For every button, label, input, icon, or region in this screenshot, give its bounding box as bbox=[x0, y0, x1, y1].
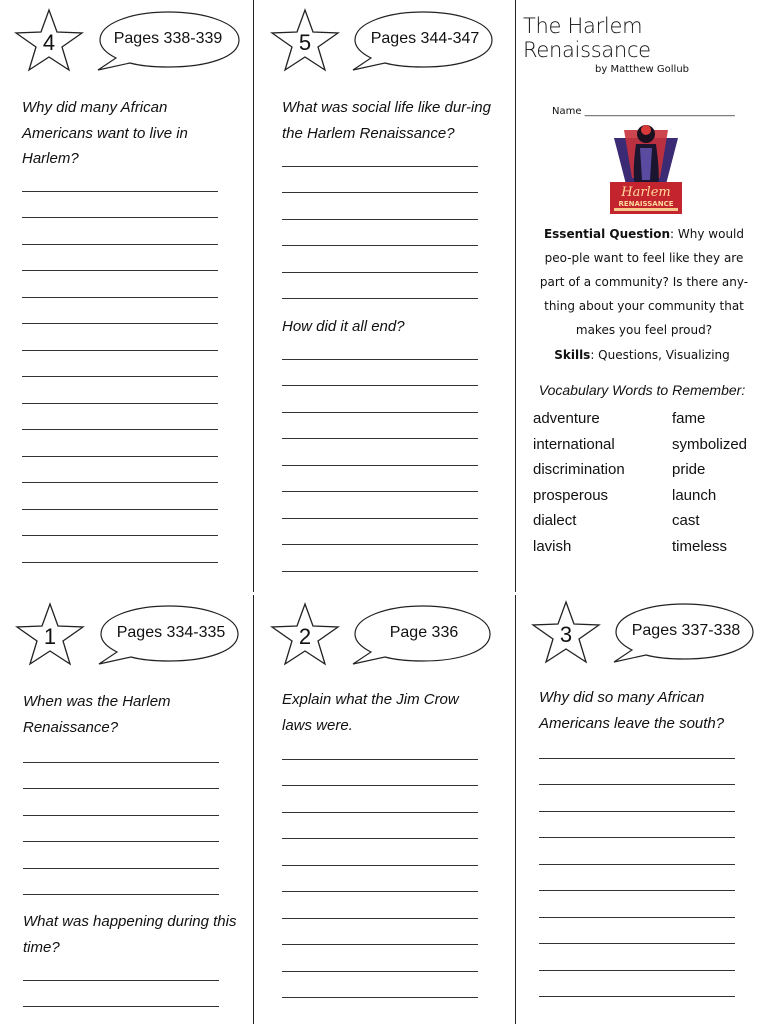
name-blank: ______________________________ bbox=[584, 106, 735, 117]
book-title: The Harlem Renaissance bbox=[523, 14, 651, 62]
answer-lines bbox=[23, 736, 219, 895]
answer-line bbox=[23, 869, 219, 896]
page-range-bubble bbox=[94, 10, 242, 74]
answer-line bbox=[539, 891, 735, 918]
answer-line bbox=[539, 918, 735, 945]
section-number: 5 bbox=[298, 30, 312, 55]
answer-line bbox=[282, 167, 478, 194]
vocab-list bbox=[533, 410, 762, 555]
answer-line bbox=[539, 732, 735, 759]
answer-line bbox=[282, 220, 478, 247]
answer-line bbox=[282, 760, 478, 787]
answer-lines bbox=[22, 165, 218, 563]
star-icon bbox=[270, 8, 340, 72]
answer-line bbox=[539, 785, 735, 812]
answer-line bbox=[22, 324, 218, 351]
answer-line bbox=[282, 813, 478, 840]
answer-line bbox=[539, 944, 735, 971]
vocab-word: launch bbox=[672, 486, 717, 504]
star-icon bbox=[270, 602, 340, 666]
question-text: How did it all end? bbox=[282, 318, 405, 335]
answer-line bbox=[282, 519, 478, 546]
answer-line bbox=[282, 919, 478, 946]
answer-lines bbox=[282, 333, 478, 572]
page-range-label: Pages 344-347 bbox=[370, 30, 480, 47]
answer-line bbox=[539, 812, 735, 839]
answer-line bbox=[22, 377, 218, 404]
name-label: Name bbox=[552, 106, 582, 117]
page-range-bubble bbox=[349, 10, 495, 74]
page-range-label: Pages 337-338 bbox=[631, 622, 741, 639]
answer-line bbox=[282, 866, 478, 893]
answer-line bbox=[22, 457, 218, 484]
star-icon bbox=[15, 602, 85, 666]
answer-line bbox=[282, 246, 478, 273]
answer-line bbox=[23, 816, 219, 843]
answer-line bbox=[22, 298, 218, 325]
answer-line bbox=[23, 763, 219, 790]
answer-line bbox=[282, 545, 478, 572]
answer-line bbox=[282, 273, 478, 300]
page-range-bubble bbox=[610, 602, 756, 666]
answer-line bbox=[539, 838, 735, 865]
star-icon bbox=[14, 8, 84, 72]
answer-line bbox=[539, 865, 735, 892]
answer-line bbox=[282, 945, 478, 972]
answer-line bbox=[282, 733, 478, 760]
answer-line bbox=[22, 510, 218, 537]
page-range-bubble bbox=[349, 604, 493, 668]
author-line: by Matthew Gollub bbox=[595, 64, 689, 75]
question-text: What was happening during this time? bbox=[23, 913, 237, 956]
section-3-panel bbox=[516, 596, 768, 1024]
section-5-panel bbox=[254, 0, 515, 592]
answer-line bbox=[22, 483, 218, 510]
answer-line bbox=[22, 218, 218, 245]
vocab-word: adventure bbox=[533, 410, 600, 427]
skills-text: : Questions, Visualizing bbox=[590, 348, 730, 362]
cover-panel bbox=[516, 0, 768, 592]
book-logo-subword: RENAISSANCE bbox=[618, 200, 674, 208]
vocab-word: lavish bbox=[533, 537, 572, 555]
vocab-word: discrimination bbox=[533, 461, 625, 478]
question-text: Explain what the Jim Crow laws were. bbox=[282, 691, 459, 734]
answer-line bbox=[282, 892, 478, 919]
page-range-bubble bbox=[95, 604, 241, 668]
answer-line bbox=[282, 140, 478, 167]
answer-line bbox=[282, 193, 478, 220]
answer-line bbox=[282, 439, 478, 466]
book-logo-word: Harlem bbox=[621, 185, 671, 200]
vocab-word: timeless bbox=[672, 537, 728, 555]
page-range-label: Pages 338-339 bbox=[113, 30, 223, 47]
question-text: Why did many African Americans want to live in Harlem? bbox=[22, 99, 188, 167]
answer-line bbox=[282, 413, 478, 440]
answer-line bbox=[23, 789, 219, 816]
vocab-word: cast bbox=[672, 512, 700, 529]
answer-line bbox=[22, 536, 218, 563]
answer-lines bbox=[23, 954, 219, 1007]
answer-line bbox=[23, 736, 219, 763]
star-icon bbox=[531, 600, 601, 664]
vocab-word: international bbox=[533, 435, 615, 453]
section-number: 2 bbox=[298, 624, 312, 649]
question-text: What was social life like dur-ing the Harlem Renaissance? bbox=[282, 99, 491, 142]
answer-line bbox=[282, 466, 478, 493]
answer-line bbox=[539, 971, 735, 998]
answer-line bbox=[23, 954, 219, 981]
vocab-word: pride bbox=[672, 461, 706, 478]
answer-line bbox=[282, 386, 478, 413]
answer-line bbox=[282, 360, 478, 387]
answer-lines bbox=[539, 732, 735, 997]
answer-lines bbox=[282, 733, 478, 998]
vocab-heading: Vocabulary Words to Remember: bbox=[538, 382, 746, 398]
section-number: 3 bbox=[559, 622, 573, 647]
essential-question-label: Essential Question bbox=[543, 227, 671, 241]
section-2-panel bbox=[254, 596, 515, 1024]
vocab-word: fame bbox=[672, 410, 706, 427]
answer-line bbox=[22, 404, 218, 431]
book-cover-image bbox=[606, 120, 686, 218]
vocab-word: symbolized bbox=[672, 435, 748, 453]
essential-question bbox=[534, 222, 754, 342]
answer-line bbox=[282, 972, 478, 999]
answer-line bbox=[22, 245, 218, 272]
answer-line bbox=[22, 351, 218, 378]
answer-line bbox=[282, 786, 478, 813]
answer-lines bbox=[282, 140, 478, 299]
section-number: 4 bbox=[42, 30, 56, 55]
answer-line bbox=[539, 759, 735, 786]
section-4-panel bbox=[0, 0, 253, 592]
essential-question-text: : Why would peo-ple want to feel like they are part of a community? Is there any-thing about your community that makes you feel proud? bbox=[539, 227, 749, 337]
answer-line bbox=[23, 842, 219, 869]
answer-line bbox=[22, 271, 218, 298]
section-number: 1 bbox=[43, 624, 57, 649]
section-1-panel bbox=[0, 596, 253, 1024]
question-text: Why did so many African Americans leave the south? bbox=[539, 689, 725, 732]
question-text: When was the Harlem Renaissance? bbox=[23, 693, 171, 736]
vocab-word: dialect bbox=[533, 512, 577, 529]
answer-line bbox=[282, 333, 478, 360]
answer-line bbox=[22, 165, 218, 192]
skills-label: Skills bbox=[554, 348, 591, 362]
answer-line bbox=[282, 839, 478, 866]
skills-line bbox=[516, 348, 768, 362]
answer-line bbox=[22, 430, 218, 457]
name-field[interactable] bbox=[552, 106, 735, 117]
page-range-label: Page 336 bbox=[389, 624, 459, 641]
answer-line bbox=[282, 492, 478, 519]
answer-line bbox=[22, 192, 218, 219]
vocab-word: prosperous bbox=[533, 486, 609, 504]
page-range-label: Pages 334-335 bbox=[116, 624, 226, 641]
answer-line bbox=[23, 981, 219, 1008]
